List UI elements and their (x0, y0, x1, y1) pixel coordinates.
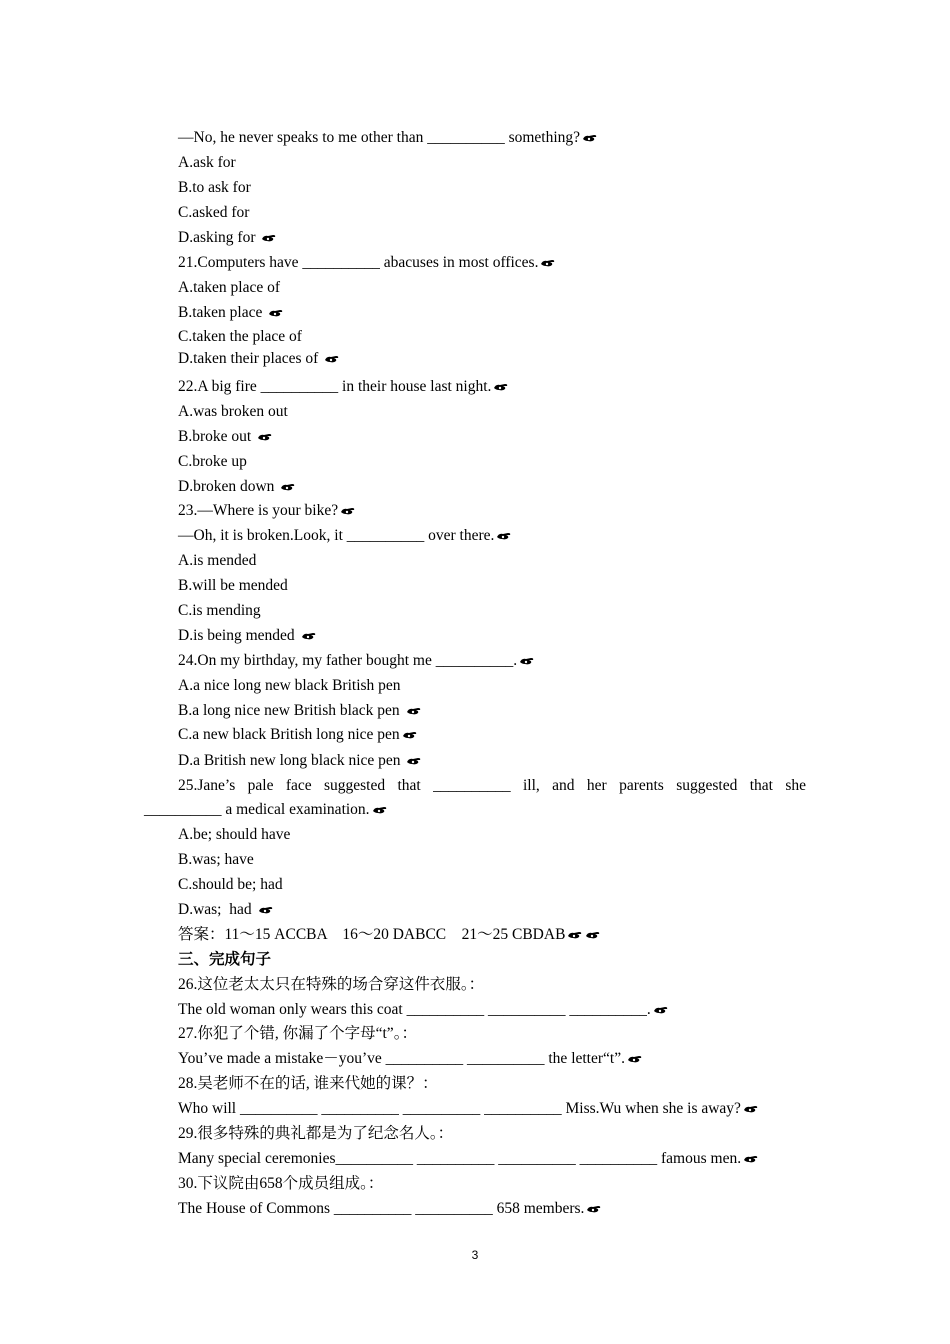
q25-question-line2: __________ a medical examination. (144, 800, 388, 820)
q24-option-d: D.a British new long black nice pen (178, 751, 422, 771)
q20-answer-line: —No, he never speaks to me other than __________ something? (178, 128, 598, 148)
q25-question-line1: 25.Jane’s pale face suggested that __________ ill, and her parents suggested that she (178, 777, 806, 794)
section-heading: 三、完成句子 (178, 951, 272, 968)
hand-pointer-icon (653, 1005, 669, 1015)
hand-pointer-icon (586, 1204, 602, 1214)
hand-pointer-icon (567, 930, 583, 940)
q23-answer-line: —Oh, it is broken.Look, it __________ over there. (178, 526, 512, 546)
q23-option-c: C.is mending (178, 602, 261, 619)
q28-prompt: 28.吴老师不在的话, 谁来代她的课？： (178, 1075, 438, 1092)
q26-sentence: The old woman only wears this coat __________ __________ __________. (178, 1000, 669, 1020)
q22-option-a: A.was broken out (178, 403, 288, 420)
q30-prompt: 30.下议院由658个成员组成。： (178, 1175, 384, 1192)
answer-key: 答案：11～15 ACCBA 16～20 DABCC 21～25 CBDAB (178, 925, 601, 945)
q24-option-c: C.a new black British long nice pen (178, 725, 418, 745)
q28-sentence: Who will __________ __________ __________ __________ Miss.Wu when she is away? (178, 1099, 759, 1119)
q23-option-a: A.is mended (178, 552, 257, 569)
q20-option-c: C.asked for (178, 204, 250, 221)
hand-pointer-icon (261, 233, 277, 243)
q27-sentence: You’ve made a mistake－you’ve __________ __________ the letter“t”. (178, 1049, 643, 1069)
hand-pointer-icon (268, 308, 284, 318)
q22-option-b: B.broke out (178, 427, 273, 447)
hand-pointer-icon (496, 531, 512, 541)
q24-option-a: A.a nice long new black British pen (178, 677, 401, 694)
hand-pointer-icon (301, 631, 317, 641)
q29-prompt: 29.很多特殊的典礼都是为了纪念名人。： (178, 1125, 454, 1142)
q26-prompt: 26.这位老太太只在特殊的场合穿这件衣服。： (178, 976, 485, 993)
q27-prompt: 27.你犯了个错, 你漏了个字母“t”。： (178, 1025, 417, 1042)
hand-pointer-icon (406, 706, 422, 716)
hand-pointer-icon (743, 1104, 759, 1114)
q25-option-d: D.was; had (178, 900, 274, 920)
hand-pointer-icon (372, 805, 388, 815)
hand-pointer-icon (280, 482, 296, 492)
hand-pointer-icon (519, 656, 535, 666)
q23-option-b: B.will be mended (178, 577, 288, 594)
q21-option-a: A.taken place of (178, 279, 280, 296)
q29-sentence: Many special ceremonies__________ __________ __________ __________ famous men. (178, 1149, 759, 1169)
q21-option-c: C.taken the place of (178, 328, 302, 345)
q21-option-d: D.taken their places of (178, 349, 340, 369)
q22-question: 22.A big fire __________ in their house last night. (178, 377, 509, 397)
q25-option-b: B.was; have (178, 851, 254, 868)
q25-option-c: C.should be; had (178, 876, 283, 893)
hand-pointer-icon (340, 506, 356, 516)
hand-pointer-icon (627, 1054, 643, 1064)
hand-pointer-icon (406, 756, 422, 766)
hand-pointer-icon (582, 133, 598, 143)
hand-pointer-icon (258, 905, 274, 915)
hand-pointer-icon (743, 1154, 759, 1164)
q21-question: 21.Computers have __________ abacuses in most offices. (178, 253, 556, 273)
hand-pointer-icon (257, 432, 273, 442)
q23-option-d: D.is being mended (178, 626, 317, 646)
q21-option-b: B.taken place (178, 303, 284, 323)
hand-pointer-icon (493, 382, 509, 392)
q23-question: 23.—Where is your bike? (178, 501, 356, 521)
q20-option-a: A.ask for (178, 154, 236, 171)
q24-question: 24.On my birthday, my father bought me __________. (178, 651, 535, 671)
q30-sentence: The House of Commons __________ __________ 658 members. (178, 1199, 602, 1219)
hand-pointer-icon (402, 730, 418, 740)
q24-option-b: B.a long nice new British black pen (178, 701, 422, 721)
q20-option-d: D.asking for (178, 228, 277, 248)
q22-option-d: D.broken down (178, 477, 296, 497)
hand-pointer-icon (324, 354, 340, 364)
q22-option-c: C.broke up (178, 453, 247, 470)
q20-option-b: B.to ask for (178, 179, 251, 196)
hand-pointer-icon (585, 930, 601, 940)
hand-pointer-icon (540, 258, 556, 268)
page-number: 3 (471, 1248, 479, 1262)
q25-option-a: A.be; should have (178, 826, 291, 843)
